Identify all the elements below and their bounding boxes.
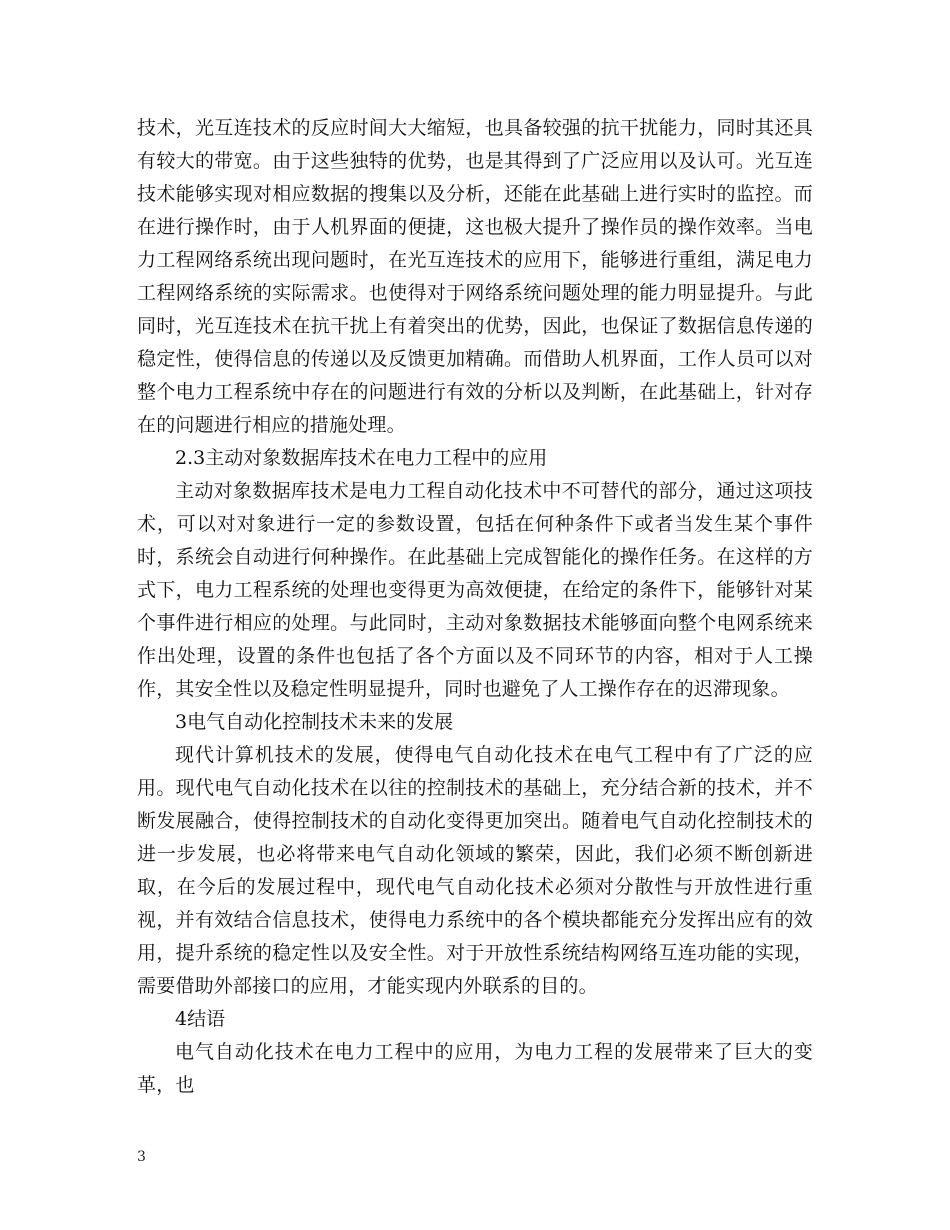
paragraph-conclusion: 电气自动化技术在电力工程中的应用，为电力工程的发展带来了巨大的变革，也: [137, 1041, 813, 1096]
paragraph-optical-interconnect: 技术，光互连技术的反应时间大大缩短，也具备较强的抗干扰能力，同时其还具有较大的带宽。由于这些独特的优势，也是其得到了广泛应用以及认可。光互连技术能够实现对相应数据的搜集以及分析，还能在此基础上进行实时的监控。而在进行操作时，由于人机界面的便捷，这也极大提升了操作员的操作效率。当电力工程网络系统出现问题时，在光互连技术的应用下，能够进行重组，满足电力工程网络系统的实际需求。也使得对于网络系统问题处理的能力明显提升。与此同时，光互连技术在抗干扰上有着突出的优势，因此，也保证了数据信息传递的稳定性，使得信息的传递以及反馈更加精确。而借助人机界面，工作人员可以对整个电力工程系统中存在的问题进行有效的分析以及判断，在此基础上，针对存在的问题进行相应的措施处理。: [137, 117, 813, 436]
section-heading-2-3: 2.3主动对象数据库技术在电力工程中的应用: [175, 447, 548, 469]
page-number: 3: [137, 1149, 146, 1165]
paragraph-future-development: 现代计算机技术的发展，使得电气自动化技术在电气工程中有了广泛的应用。现代电气自动化技术在以往的控制技术的基础上，充分结合新的技术，并不断发展融合，使得控制技术的自动化变得更加突出。随着电气自动化控制技术的进一步发展，也必将带来电气自动化领域的繁荣，因此，我们必须不断创新进取，在今后的发展过程中，现代电气自动化技术必须对分散性与开放性进行重视，并有效结合信息技术，使得电力系统中的各个模块都能充分发挥出应有的效用，提升系统的稳定性以及安全性。对于开放性系统结构网络互连功能的实现，需要借助外部接口的应用，才能实现内外联系的目的。: [137, 744, 813, 997]
paragraph-active-object-database: 主动对象数据库技术是电力工程自动化技术中不可替代的部分，通过这项技术，可以对对象进行一定的参数设置，包括在何种条件下或者当发生某个事件时，系统会自动进行何种操作。在此基础上完成智能化的操作任务。在这样的方式下，电力工程系统的处理也变得更为高效便捷，在给定的条件下，能够针对某个事件进行相应的处理。与此同时，主动对象数据技术能够面向整个电网系统来作出处理，设置的条件也包括了各个方面以及不同环节的内容，相对于人工操作，其安全性以及稳定性明显提升，同时也避免了人工操作存在的迟滞现象。: [137, 480, 813, 700]
section-heading-4: 4结语: [175, 1008, 226, 1030]
document-body: [137, 112, 813, 1102]
section-heading-3: 3电气自动化控制技术未来的发展: [175, 711, 454, 733]
